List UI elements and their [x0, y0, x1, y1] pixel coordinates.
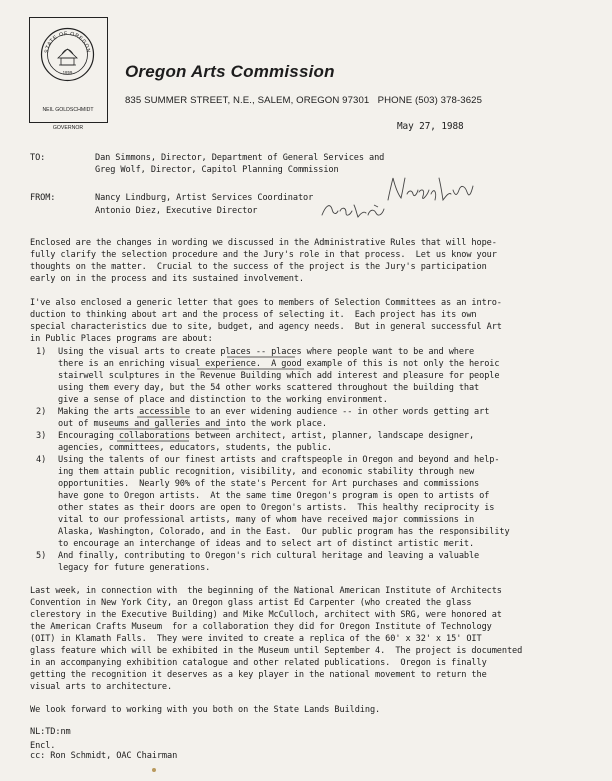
org-address: 835 SUMMER STREET, N.E., SALEM, OREGON 97301 PHONE (503) 378-3625 [125, 95, 483, 106]
enclosure-note: Encl. [30, 741, 56, 751]
item-1-number: 1) [36, 347, 47, 357]
governor-title: GOVERNOR [52, 125, 84, 131]
initials: NL:TD:nm [30, 727, 71, 737]
paragraph-1-line-4: early on in the process and its sustained involvement. [30, 274, 304, 284]
item-4-line-7: Alaska, Washington, Colorado, and in the East. Our public program has the responsibility [58, 527, 510, 537]
paragraph-3-line-2: Convention in New York City, an Oregon glass artist Ed Carpenter (who created the glass [30, 598, 472, 608]
paragraph-3-line-4: the American Crafts Museum for a collaboration they did for Oregon Institute of Technology [30, 622, 492, 632]
org-name: Oregon Arts Commission [125, 62, 335, 81]
item-4-line-1: Using the talents of our finest artists and craftspeople in Oregon and beyond and help- [58, 455, 500, 465]
paragraph-3-line-6: glass feature which will be exhibited in the Museum until September 4. The project is documented [30, 646, 523, 656]
cc-line: cc: Ron Schmidt, OAC Chairman [30, 751, 178, 761]
item-3-number: 3) [36, 431, 47, 441]
paragraph-2-line-3: special characteristics due to site, budget, and agency needs. But in general successful Art [30, 322, 502, 332]
item-4-line-2: ing them attain public recognition, visibility, and economic stability through new [58, 467, 475, 477]
to-label: TO: [30, 153, 46, 163]
item-3-line-1: Encouraging collaborations between architect, artist, planner, landscape designer, [58, 431, 475, 441]
item-1-line-2: there is an enriching visual experience. A good example of this is not only the heroic [58, 359, 500, 369]
paragraph-2-line-4: in Public Places programs are about: [30, 334, 213, 344]
item-1-line-3: stairwell sculptures in the Revenue Building which add interest and pleasure for people [58, 371, 500, 381]
item-1-line-1: Using the visual arts to create places -- places where people want to be and where [58, 347, 475, 357]
letter-date: May 27, 1988 [397, 121, 464, 132]
closing-line: We look forward to working with you both on the State Lands Building. [30, 705, 381, 715]
item-5-line-1: And finally, contributing to Oregon's rich cultural heritage and leaving a valuable [58, 551, 480, 561]
item-2-line-2: out of museums and galleries and into the work place. [58, 419, 327, 429]
paragraph-3-line-9: visual arts to architecture. [30, 682, 173, 692]
paragraph-2-line-2: duction to thinking about art and the process of selecting it. Each project has its own [30, 310, 477, 320]
paragraph-2-line-1: I've also enclosed a generic letter that goes to members of Selection Committees as an intro- [30, 298, 502, 308]
from-label: FROM: [30, 193, 56, 203]
item-4-line-4: have gone to Oregon artists. At the same time Oregon's program is open to artists of [58, 491, 490, 501]
paragraph-3-line-5: (OIT) in Klamath Falls. They were invited to create a replica of the 60' x 32' x 15' OIT [30, 634, 482, 644]
item-1-line-4: using them every day, but the 54 other works scattered throughout the building that [58, 383, 480, 393]
seal-text: STATE OF OREGON [43, 30, 92, 54]
paragraph-1-line-3: thoughts on the matter. Crucial to the success of the project is the Jury's participation [30, 262, 487, 272]
to-line-2: Greg Wolf, Director, Capitol Planning Commission [95, 165, 339, 175]
paragraph-3-line-8: getting the recognition it deserves as a key player in the national movement to return the [30, 670, 487, 680]
from-line-1: Nancy Lindburg, Artist Services Coordinator [95, 193, 314, 203]
item-2-line-1: Making the arts accessible to an ever widening audience -- in other words getting art [58, 407, 490, 417]
paragraph-3-line-7: in an accompanying exhibition catalogue and other related publications. Oregon is finally [30, 658, 487, 668]
item-5-number: 5) [36, 551, 47, 561]
item-1-line-5: give a sense of place and distinction to the working environment. [58, 395, 388, 405]
item-4-number: 4) [36, 455, 47, 465]
item-4-line-3: opportunities. Nearly 90% of the state's Percent for Art purchases and commissions [58, 479, 480, 489]
item-4-line-5: other states as their doors are open to Oregon's artists. This healthy reciprocity is [58, 503, 495, 513]
seal-year: 1859 [62, 70, 73, 75]
paragraph-1-line-2: fully clarify the selection procedure and the Jury's role in that process. Let us know your [30, 250, 497, 260]
item-4-line-8: to encourage an interchange of ideas and to select art of distinct artistic merit. [58, 539, 475, 549]
paragraph-3-line-1: Last week, in connection with the beginning of the National American Institute of Architects [30, 586, 502, 596]
item-3-line-2: agencies, committees, educators, students, the public. [58, 443, 332, 453]
paragraph-1-line-1: Enclosed are the changes in wording we discussed in the Administrative Rules that will hope- [30, 238, 497, 248]
item-2-number: 2) [36, 407, 47, 417]
from-line-2: Antonio Diez, Executive Director [95, 206, 258, 216]
governor-name: NEIL GOLDSCHMIDT [42, 107, 94, 113]
paragraph-3-line-3: clerestory in the Executive Building) and Mike McCulloch, architect with SRG, were honored at [30, 610, 502, 620]
to-line-1: Dan Simmons, Director, Department of General Services and [95, 153, 385, 163]
item-4-line-6: vital to our professional artists, many of whom have received major commissions in [58, 515, 475, 525]
item-5-line-2: legacy for future generations. [58, 563, 211, 573]
